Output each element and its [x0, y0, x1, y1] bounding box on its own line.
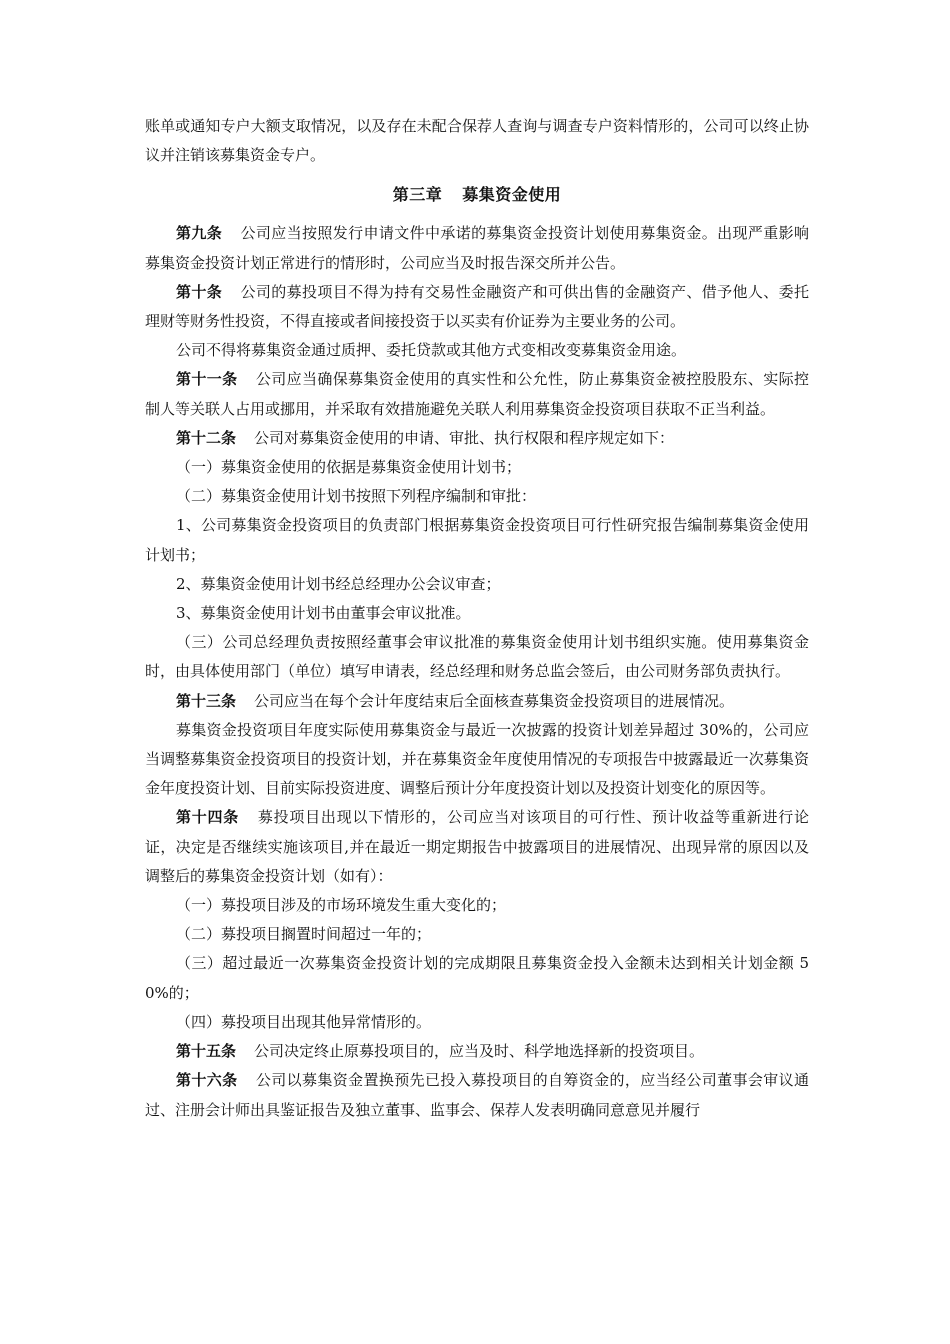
- paragraph-text: 公司应当确保募集资金使用的真实性和公允性，防止募集资金被控股股东、实际控制人等关联人占用或挪用，并采取有效措施避免关联人利用募集资金投资项目获取不正当利益。: [145, 370, 809, 418]
- body-paragraph: 公司不得将募集资金通过质押、委托贷款或其他方式变相改变募集资金用途。: [176, 341, 687, 360]
- paragraph-text: 募投项目出现以下情形的，公司应当对该项目的可行性、预计收益等重新进行论证，决定是否继续实施该项目,并在最近一期定期报告中披露项目的进展情况、出现异常的原因以及调整后的募集资金投资计划（如有）：: [145, 808, 809, 885]
- article-paragraph: [145, 1037, 809, 1066]
- paragraph-text: 公司决定终止原募投项目的，应当及时、科学地选择新的投资项目。: [254, 1042, 705, 1061]
- list-item: 1、公司募集资金投资项目的负责部门根据募集资金投资项目可行性研究报告编制募集资金使用计划书；: [145, 516, 809, 564]
- paragraph-text: 公司应当在每个会计年度结束后全面核查募集资金投资项目的进展情况。: [254, 691, 735, 710]
- paragraph-text: 公司应当按照发行申请文件中承诺的募集资金投资计划使用募集资金。出现严重影响募集资金投资计划正常进行的情形时，公司应当及时报告深交所并公告。: [145, 224, 809, 272]
- paragraph-text: 公司以募集资金置换预先已投入募投项目的自筹资金的，应当经公司董事会审议通过、注册会计师出具鉴证报告及独立董事、监事会、保荐人发表明确同意意见并履行: [145, 1071, 809, 1119]
- article-paragraph: [145, 803, 809, 891]
- list-item: （三）超过最近一次募集资金投资计划的完成期限且募集资金投入金额未达到相关计划金额 50%的；: [145, 954, 809, 1002]
- article-number: 第十条: [176, 282, 223, 301]
- article-number: 第十一条: [176, 370, 238, 389]
- list-item: （二）募集资金使用计划书按照下列程序编制和审批：: [176, 487, 537, 506]
- article-number: 第十六条: [176, 1071, 238, 1090]
- article-paragraph: [145, 1066, 809, 1124]
- list-item: 2、募集资金使用计划书经总经理办公会议审查；: [176, 574, 501, 593]
- intro-paragraph: 账单或通知专户大额支取情况，以及存在未配合保荐人查询与调查专户资料情形的，公司可以终止协议并注销该募集资金专户。: [145, 117, 809, 165]
- list-item: （三）公司总经理负责按照经董事会审议批准的募集资金使用计划书组织实施。使用募集资金时，由具体使用部门（单位）填写申请表，经总经理和财务总监会签后，由公司财务部负责执行。: [145, 633, 809, 681]
- article-paragraph: [145, 687, 809, 716]
- list-item: （一）募集资金使用的依据是募集资金使用计划书；: [176, 458, 522, 477]
- list-item: （四）募投项目出现其他异常情形的。: [176, 1012, 432, 1031]
- document-body: [145, 112, 809, 1125]
- article-number: 第九条: [176, 224, 223, 243]
- article-paragraph: [145, 424, 809, 453]
- chapter-number: 第三章: [392, 185, 443, 205]
- article-number: 第十四条: [176, 808, 240, 827]
- article-number: 第十二条: [176, 428, 237, 447]
- article-paragraph: [145, 219, 809, 277]
- list-item: （一）募投项目涉及的市场环境发生重大变化的；: [176, 896, 507, 915]
- paragraph-text: 公司对募集资金使用的申请、审批、执行权限和程序规定如下：: [254, 428, 675, 447]
- chapter-title: 募集资金使用: [462, 185, 562, 205]
- article-number: 第十三条: [176, 691, 237, 710]
- list-item: （二）募投项目搁置时间超过一年的；: [176, 925, 432, 944]
- article-paragraph: [145, 278, 809, 336]
- body-paragraph: 募集资金投资项目年度实际使用募集资金与最近一次披露的投资计划差异超过 30%的，公司应当调整募集资金投资项目的投资计划，并在募集资金年度使用情况的专项报告中披露最近一次募集资金年度投资计划、目前实际投资进度、调整后预计分年度投资计划以及投资计划变化的原因等。: [145, 720, 809, 798]
- paragraph-text: 公司的募投项目不得为持有交易性金融资产和可供出售的金融资产、借予他人、委托理财等财务性投资，不得直接或者间接投资于以买卖有价证券为主要业务的公司。: [145, 282, 809, 331]
- chapter-heading: [145, 180, 809, 209]
- list-item: 3、募集资金使用计划书由董事会审议批准。: [176, 604, 471, 623]
- article-paragraph: [145, 365, 809, 423]
- article-number: 第十五条: [176, 1042, 237, 1061]
